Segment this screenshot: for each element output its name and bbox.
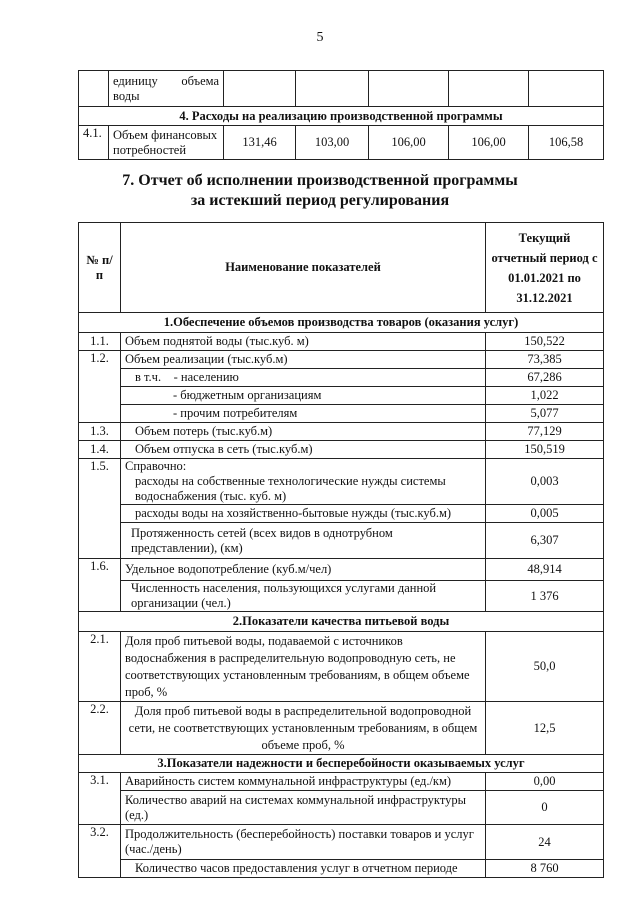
section-1-title: 1.Обеспечение объемов производства товаров (оказания услуг) xyxy=(79,313,604,333)
value-cell: 150,519 xyxy=(486,441,604,459)
value-cell: 106,58 xyxy=(529,126,604,160)
row-name: Объем отпуска в сеть (тыс.куб.м) xyxy=(121,441,486,459)
table-row xyxy=(79,423,604,441)
value-cell: 0,005 xyxy=(486,505,604,523)
table-row xyxy=(79,632,604,702)
table-row xyxy=(79,523,604,559)
table-row xyxy=(79,825,604,860)
row-number: 4.1. xyxy=(79,126,109,160)
row-number: 1.3. xyxy=(79,423,121,441)
row-number: 3.2. xyxy=(79,825,121,878)
row-name: Продолжительность (бесперебойность) поставки товаров и услуг (час./день) xyxy=(121,825,486,860)
value-cell: 77,129 xyxy=(486,423,604,441)
row-name: - бюджетным организациям xyxy=(121,387,486,405)
value-cell: 6,307 xyxy=(486,523,604,559)
report-table xyxy=(78,222,604,878)
page-number: 5 xyxy=(316,30,324,45)
table-row xyxy=(79,773,604,791)
table-row xyxy=(79,505,604,523)
table-row xyxy=(79,369,604,387)
title-line-2: за истекший период регулирования xyxy=(190,192,450,209)
row-name: Объем финансовых потребностей xyxy=(109,126,224,160)
table-row xyxy=(79,559,604,581)
table-row xyxy=(79,702,604,755)
row-name: Доля проб питьевой воды, подаваемой с источников водоснабжения в распределительную водопроводную сеть, не соответствующих установленным требованиям, в общем объеме проб, % xyxy=(121,632,486,702)
section-4-title: 4. Расходы на реализацию производственной программы xyxy=(79,107,604,126)
row-name: Доля проб питьевой воды в распределительной водопроводной сети, не соответствующих установленным требованиям, в общем объеме проб, % xyxy=(121,702,486,755)
table-row xyxy=(79,860,604,878)
value-cell: 8 760 xyxy=(486,860,604,878)
table-row xyxy=(79,71,604,107)
section-3-title: 3.Показатели надежности и бесперебойности оказываемых услуг xyxy=(79,755,604,773)
row-number: 2.1. xyxy=(79,632,121,702)
value-cell: 5,077 xyxy=(486,405,604,423)
row-number: 1.6. xyxy=(79,559,121,612)
row-name xyxy=(121,459,486,505)
row-name: Количество часов предоставления услуг в отчетном периоде xyxy=(121,860,486,878)
table-row xyxy=(79,791,604,825)
table-row xyxy=(79,459,604,505)
value-cell: 67,286 xyxy=(486,369,604,387)
value-cell: 0,003 xyxy=(486,459,604,505)
row-number: 1.2. xyxy=(79,351,121,423)
row-number: 2.2. xyxy=(79,702,121,755)
row-number: 1.5. xyxy=(79,459,121,559)
value-cell: 106,00 xyxy=(369,126,449,160)
value-cell: 106,00 xyxy=(449,126,529,160)
header-name: Наименование показателей xyxy=(121,223,486,313)
row-number: 1.4. xyxy=(79,441,121,459)
row-name: Объем потерь (тыс.куб.м) xyxy=(121,423,486,441)
row-name: Количество аварий на системах коммунальной инфраструктуры (ед.) xyxy=(121,791,486,825)
value-cell: 73,385 xyxy=(486,351,604,369)
value-cell: 0,00 xyxy=(486,773,604,791)
table-header xyxy=(79,223,604,313)
row-name: единицу объема воды xyxy=(109,71,224,107)
row-name: - прочим потребителям xyxy=(121,405,486,423)
row-name-text: расходы на собственные технологические нужды системы водоснабжения (тыс. куб. м) xyxy=(135,474,446,503)
report-title xyxy=(0,171,640,211)
row-name: Численность населения, пользующихся услугами данной организации (чел.) xyxy=(121,581,486,612)
value-cell: 1 376 xyxy=(486,581,604,612)
row-number: 3.1. xyxy=(79,773,121,825)
row-name: в т.ч. - населению xyxy=(121,369,486,387)
header-num: № п/п xyxy=(79,223,121,313)
value-cell: 24 xyxy=(486,825,604,860)
value-cell: 48,914 xyxy=(486,559,604,581)
value-cell: 50,0 xyxy=(486,632,604,702)
value-cell: 131,46 xyxy=(224,126,296,160)
row-name: Аварийность систем коммунальной инфраструктуры (ед./км) xyxy=(121,773,486,791)
row-name: Удельное водопотребление (куб.м/чел) xyxy=(121,559,486,581)
value-cell: 1,022 xyxy=(486,387,604,405)
table-row xyxy=(79,351,604,369)
title-line-1: 7. Отчет об исполнении производственной программы xyxy=(122,172,518,189)
row-name: Протяженность сетей (всех видов в однотрубном представлении), (км) xyxy=(121,523,486,559)
section-header xyxy=(79,107,604,126)
row-name: Объем реализации (тыс.куб.м) xyxy=(121,351,486,369)
table-row xyxy=(79,126,604,160)
table-row xyxy=(79,581,604,612)
reference-label: Справочно: xyxy=(125,459,187,473)
row-number: 1.1. xyxy=(79,333,121,351)
expenses-table xyxy=(78,70,604,160)
header-period: Текущий отчетный период с 01.01.2021 по 31.12.2021 xyxy=(486,223,604,313)
section-2-title: 2.Показатели качества питьевой воды xyxy=(79,612,604,632)
table-row xyxy=(79,405,604,423)
table-row xyxy=(79,441,604,459)
value-cell: 150,522 xyxy=(486,333,604,351)
value-cell: 12,5 xyxy=(486,702,604,755)
table-row xyxy=(79,333,604,351)
table-row xyxy=(79,387,604,405)
row-name: расходы воды на хозяйственно-бытовые нужды (тыс.куб.м) xyxy=(121,505,486,523)
value-cell: 0 xyxy=(486,791,604,825)
row-name: Объем поднятой воды (тыс.куб. м) xyxy=(121,333,486,351)
value-cell: 103,00 xyxy=(296,126,369,160)
